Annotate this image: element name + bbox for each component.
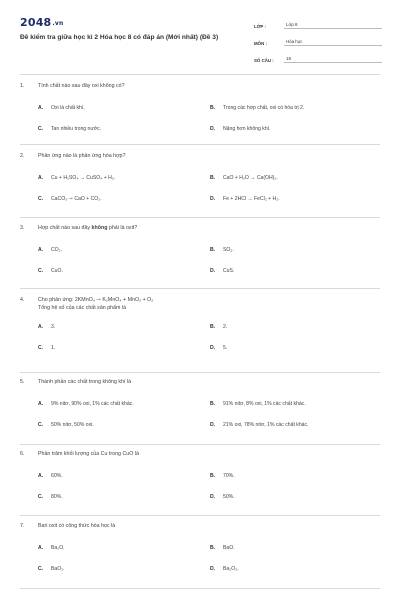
question-1	[20, 82, 380, 133]
meta-count	[254, 50, 382, 63]
option-c[interactable]: C. CuO.	[38, 268, 63, 274]
meta-subject-value: Hóa học	[284, 39, 382, 46]
question-divider	[20, 288, 380, 289]
option-b[interactable]: B. SO₂.	[210, 247, 234, 253]
question-divider	[20, 74, 380, 75]
option-d[interactable]: D. Ba₂O₃.	[210, 566, 239, 572]
question-5	[20, 378, 380, 429]
question-stem: Phần trăm khối lượng của Cu trong CuO là	[38, 451, 139, 457]
option-a[interactable]: A. 9% nitơ, 90% oxi, 1% các chất khác.	[38, 401, 134, 407]
meta-count-label: SỐ CÂU :	[254, 58, 274, 63]
question-number: 7.	[20, 523, 25, 529]
option-c[interactable]: C. 80%.	[38, 494, 63, 500]
meta-class-label: LỚP :	[254, 24, 266, 29]
option-a[interactable]: A. 3.	[38, 324, 56, 330]
question-stem: Phản ứng nào là phản ứng hóa hợp?	[38, 153, 126, 159]
exam-title: Đề kiểm tra giữa học kì 2 Hóa học 8 có đáp án (Mới nhất) (Đề 3)	[20, 34, 219, 41]
option-d[interactable]: D. 21% oxi, 78% nitơ, 1% các chất khác.	[210, 422, 309, 428]
question-divider	[20, 144, 380, 145]
question-number: 6.	[20, 451, 25, 457]
question-7	[20, 522, 380, 573]
option-b[interactable]: B. Trong các hợp chất, oxi có hóa trị 2.	[210, 105, 305, 111]
option-d[interactable]: D. Nặng hơn không khí.	[210, 126, 271, 132]
option-a[interactable]: A. Ba₂O.	[38, 545, 65, 551]
question-3	[20, 224, 380, 275]
option-a[interactable]: A. Cu + H₂SO₄ → CuSO₄ + H₂.	[38, 175, 116, 181]
site-logo[interactable]: 2048.vn	[20, 16, 64, 29]
option-b[interactable]: B. 70%.	[210, 473, 235, 479]
question-stem: Tính chất nào sau đây oxi không có?	[38, 83, 125, 89]
option-b[interactable]: B. 2.	[210, 324, 228, 330]
option-d[interactable]: D. 5.	[210, 345, 228, 351]
meta-subject	[254, 33, 382, 46]
question-4	[20, 296, 380, 352]
option-c[interactable]: C. 50% nitơ, 50% oxi.	[38, 422, 94, 428]
option-a[interactable]: A. Oxi là chất khí.	[38, 105, 85, 111]
option-a[interactable]: A. CO₂.	[38, 247, 63, 253]
question-number: 5.	[20, 379, 25, 385]
question-number: 1.	[20, 83, 25, 89]
exam-meta	[254, 16, 382, 67]
question-divider	[20, 372, 380, 373]
question-divider	[20, 515, 380, 516]
option-c[interactable]: C. Tan nhiều trong nước.	[38, 126, 102, 132]
question-divider	[20, 217, 380, 218]
question-stem-line2: Tổng hệ số của các chất sản phẩm là	[38, 305, 127, 311]
option-c[interactable]: C. CaCO₃ ⇾ CaO + CO₂.	[38, 196, 102, 202]
option-d[interactable]: D. 50%.	[210, 494, 235, 500]
question-divider	[20, 444, 380, 445]
question-number: 2.	[20, 153, 25, 159]
meta-class-value: Lớp 8	[284, 22, 382, 29]
question-stem: Hợp chất nào sau đây không phải là oxit?	[38, 225, 138, 231]
option-a[interactable]: A. 60%.	[38, 473, 63, 479]
option-c[interactable]: C. BaO₂.	[38, 566, 65, 572]
question-divider	[20, 588, 380, 589]
option-b[interactable]: B. BaO.	[210, 545, 235, 551]
option-c[interactable]: C. 1.	[38, 345, 56, 351]
option-b[interactable]: B. CaO + H₂O → Ca(OH)₂.	[210, 175, 278, 181]
meta-class	[254, 16, 382, 29]
question-stem: Cho phản ứng: 2KMnO₄ ⇾ K₂MnO₄ + MnO₂ + O₂	[38, 297, 154, 303]
meta-subject-label: MÔN :	[254, 41, 267, 46]
meta-count-value: 18	[284, 56, 382, 63]
option-d[interactable]: D. Fe + 2HCl → FeCl₂ + H₂.	[210, 196, 280, 202]
question-2	[20, 152, 380, 203]
question-stem: Thành phần các chất trong không khí là	[38, 379, 132, 385]
question-number: 3.	[20, 225, 25, 231]
question-number: 4.	[20, 297, 25, 303]
option-d[interactable]: D. CuS.	[210, 268, 235, 274]
question-6	[20, 450, 380, 501]
option-b[interactable]: B. 91% nitơ, 8% oxi, 1% các chất khác.	[210, 401, 306, 407]
question-stem: Bari oxit có công thức hóa học là	[38, 523, 116, 529]
